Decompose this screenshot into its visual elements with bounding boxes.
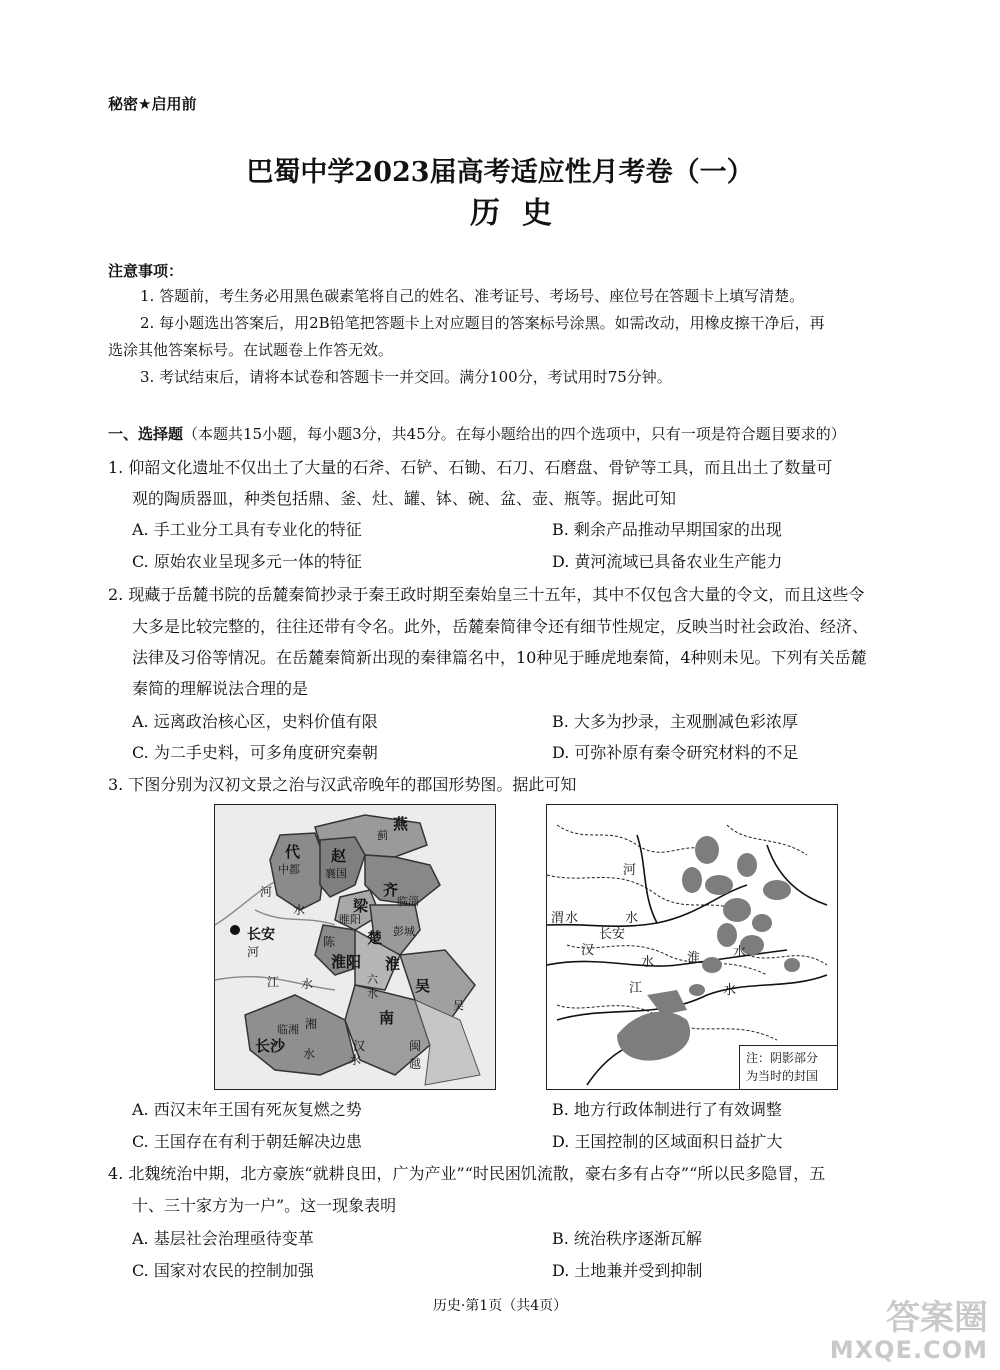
q3-option-a[interactable]: A. 西汉末年王国有死灰复燃之势 [132,1100,362,1119]
page-footer: 历史·第1页（共4页） [432,1298,568,1314]
map-label-qi: 齐 [383,881,399,899]
map2-label-he-shui: 水 [625,911,639,926]
map-label-liu: 六 [367,973,378,986]
map-label-linxiang: 临湘 [277,1023,299,1036]
exam-title: 巴蜀中学2023届高考适应性月考卷（一） [246,157,754,188]
map-label-changan: 长安 [247,927,275,943]
section-heading [108,423,846,444]
q4-option-c[interactable]: C. 国家对农民的控制加强 [132,1261,314,1280]
map2-label-han: 汉 [581,943,595,958]
question-2-line: 2. 现藏于岳麓书院的岳麓秦简抄录于秦王政时期至秦始皇三十五年，其中不仅包含大量的令文，而且这些令 [108,585,865,604]
map2-label-he: 河 [623,863,637,878]
map-label-wu: 吴 [415,977,431,995]
map-label-linzi: 临淄 [397,895,419,908]
section-desc: （本题共15小题，每小题3分，共45分。在每小题给出的四个选项中，只有一项是符合题目要求的） [183,425,846,443]
question-1-line: 观的陶质器皿，种类包括鼎、釜、灶、罐、钵、碗、盆、壶、瓶等。据此可知 [132,489,677,508]
map-label-liu-shui: 水 [367,987,378,1000]
q4-option-b[interactable]: B. 统治秩序逐渐瓦解 [552,1229,702,1248]
map-label-he-1: 河 [260,885,273,899]
watermark-line: MXQE.COM [829,1336,988,1364]
question-2-line: 法律及习俗等情况。在岳麓秦简新出现的秦律篇名中，10种见于睡虎地秦简，4种则未见。下列有关岳麓 [132,648,867,667]
map2-label-jiang-shui: 水 [723,983,737,998]
section-title: 一、选择题 [108,425,184,443]
q1-option-d[interactable]: D. 黄河流域已具备农业生产能力 [552,552,783,571]
map-label-ji: 蓟 [377,829,388,842]
question-1-line: 1. 仰韶文化遗址不仅出土了大量的石斧、石铲、石锄、石刀、石磨盘、骨铲等工具，而且出土了数量可 [108,458,833,477]
map-label-xiangguo: 襄国 [325,867,347,880]
map2-label-wei-shui: 水 [565,911,579,926]
map-label-shui-1: 水 [293,903,306,917]
notice-item: 2. 每小题选出答案后，用2B铅笔把答题卡上对应题目的答案标号涂黑。如需改动，用橡皮擦干净后，再 [140,314,825,332]
map-label-shui-2: 水 [301,977,314,991]
q1-option-c[interactable]: C. 原始农业呈现多元一体的特征 [132,552,362,571]
map-label-zhongdu: 中都 [278,863,300,876]
q2-option-c[interactable]: C. 为二手史料，可多角度研究秦朝 [132,743,378,762]
map-label-huai: 淮 [385,955,401,973]
map-label-dai: 代 [285,843,301,861]
map2-label-changan: 长安 [599,927,626,942]
map-label-xiang: 湘 [305,1017,318,1031]
confidential-mark: 秘密★启用前 [108,95,197,113]
map-label-min: 闽 [409,1039,422,1053]
map2-note-line: 为当时的封国 [746,1069,819,1083]
notice-item: 选涂其他答案标号。在试题卷上作答无效。 [108,341,394,359]
map2-label-huai: 淮 [687,951,701,966]
map-label-liang: 梁 [353,897,369,915]
q4-option-a[interactable]: A. 基层社会治理亟待变革 [132,1229,314,1248]
map-label-huaiyang: 淮阳 [331,953,362,971]
notice-item: 3. 考试结束后，请将本试卷和答题卡一并交回。满分100分，考试用时75分钟。 [140,368,672,386]
map-label-chu: 楚 [367,929,383,947]
map2-label-jiang: 江 [629,981,643,996]
map-label-shui-4: 水 [349,1053,362,1067]
map2-label-wei: 渭 [551,911,565,926]
question-2-line: 大多是比较完整的，往往还带有令名。此外，岳麓秦简律令还有细节性规定，反映当时社会政治、经济、 [132,617,869,636]
map2-note-box [739,1045,837,1089]
q2-option-a[interactable]: A. 远离政治核心区，史料价值有限 [132,712,378,731]
question-2-line: 秦简的理解说法合理的是 [132,679,309,698]
q3-option-b[interactable]: B. 地方行政体制进行了有效调整 [552,1100,782,1119]
map-label-suiyang: 睢阳 [339,913,361,926]
map-label-yan: 燕 [393,815,409,833]
q2-option-b[interactable]: B. 大多为抄录，主观删减色彩浓厚 [552,712,798,731]
map-label-wu-city: 吴 [453,999,464,1012]
q3-option-d[interactable]: D. 王国控制的区域面积日益扩大 [552,1132,783,1151]
q2-option-d[interactable]: D. 可弥补原有秦令研究材料的不足 [552,743,799,762]
watermark-line: 答案圈 [886,1298,988,1338]
question-3-line: 3. 下图分别为汉初文景之治与汉武帝晚年的郡国形势图。据此可知 [108,775,577,794]
map-label-he-2: 河 [247,945,260,959]
map-label-nan: 南 [379,1009,395,1027]
map-label-han: 汉 [353,1039,366,1053]
q1-option-a[interactable]: A. 手工业分工具有专业化的特征 [132,520,362,539]
map2-label-huai-shui: 水 [733,945,747,960]
q4-option-d[interactable]: D. 土地兼并受到抑制 [552,1261,703,1280]
notice-heading: 注意事项： [108,262,184,280]
map2-label-han-shui: 水 [641,955,655,970]
map-label-zhao: 赵 [331,847,347,865]
map2-note-line: 注：阴影部分 [746,1051,819,1065]
notice-item: 1. 答题前，考生务必用黑色碳素笔将自己的姓名、准考证号、考场号、座位号在答题卡上填写清楚。 [140,287,805,305]
map-label-shui-3: 水 [303,1047,316,1061]
watermark-logo [830,1300,988,1364]
subject-title: 历史 [470,196,574,231]
map-label-chen: 陈 [323,935,336,949]
map-late-wudi [546,804,838,1090]
map-label-jiang: 江 [267,975,280,989]
map-label-pengcheng: 彭城 [393,925,415,938]
question-4-line: 4. 北魏统治中期，北方豪族“就耕良田，广为产业”“时民困饥流散，豪右多有占夺”“所以民多隐冒，五 [108,1164,826,1183]
q3-option-c[interactable]: C. 王国存在有利于朝廷解决边患 [132,1132,362,1151]
q1-option-b[interactable]: B. 剩余产品推动早期国家的出现 [552,520,782,539]
map-early-han [214,804,496,1090]
map-label-yue: 越 [409,1057,422,1071]
map-label-changsha: 长沙 [255,1037,286,1055]
question-4-line: 十、三十家方为一户”。这一现象表明 [132,1196,397,1215]
